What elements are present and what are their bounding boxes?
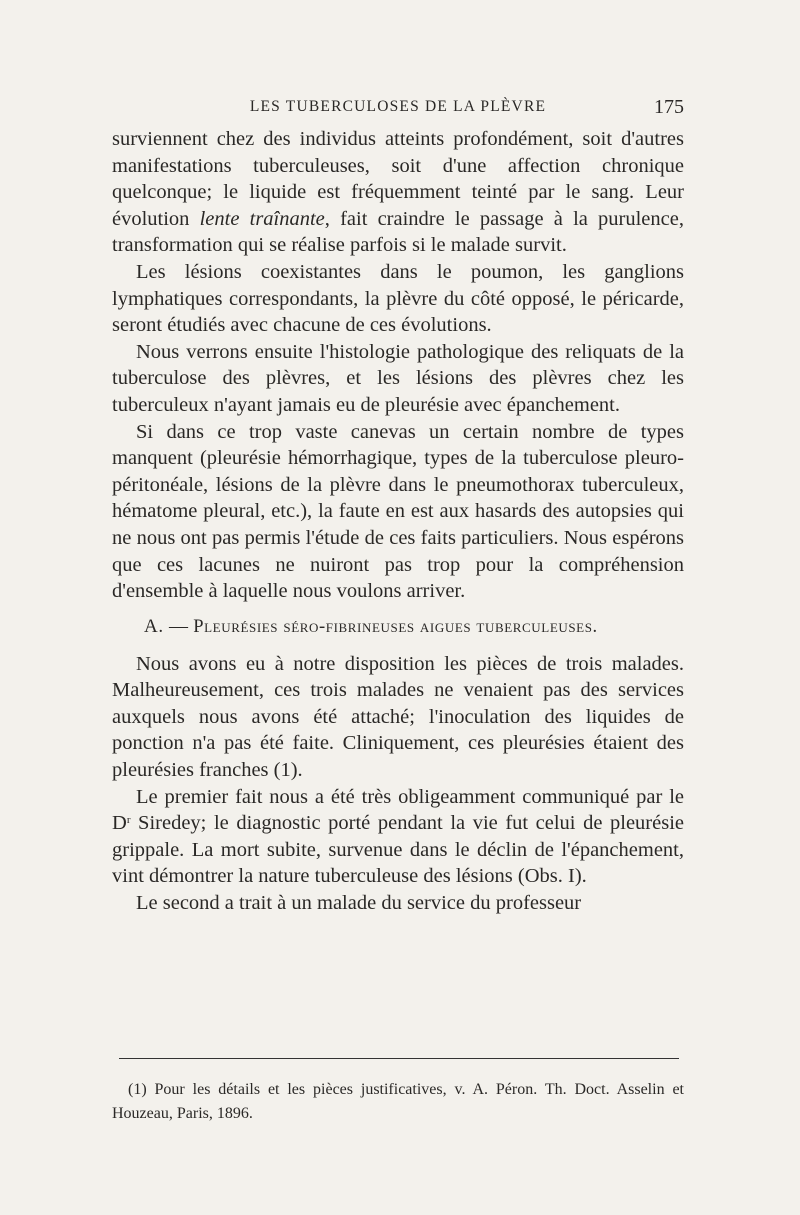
- paragraph-1-text: surviennent chez des individus atteints profondément, soit d'autres manifestations tuberculeuses, soit d'une affection chronique quelconque; le liquide est fréquemment teinté par le sang. Leur évolution: [112, 128, 684, 230]
- section-heading: [112, 616, 684, 639]
- paragraph-5: Nous avons eu à notre disposition les pièces de trois malades. Malheureusement, ces trois malades ne venaient pas des services auxquels nous avons été attaché; l'inoculation des liquides de ponction n'a pas été faite. Cliniquement, ces pleurésies étaient des pleurésies franches (1).: [112, 652, 684, 782]
- paragraph-6-end: Siredey; le diagnostic porté pendant la vie fut celui de pleurésie grippale. La mort subite, survenue dans le déclin de l'épanchement, vint démontrer la nature tuberculeuse des lésions (Obs. I).: [112, 812, 684, 888]
- footnote: (1) Pour les détails et les pièces justificatives, v. A. Péron. Th. Doct. Asselin et Houzeau, Paris, 1896.: [112, 1081, 684, 1122]
- section-title: Pleurésies séro-fibrineuses aigues tuberculeuses.: [193, 616, 598, 637]
- paragraph-6-superscript: r: [126, 814, 131, 827]
- footnote-rule: [119, 1058, 679, 1059]
- running-head: LES TUBERCULOSES DE LA PLÈVRE: [249, 98, 547, 115]
- paragraph-1-italic: lente traînante: [199, 207, 325, 230]
- page-number: 175: [654, 96, 684, 118]
- page-header: [112, 96, 684, 122]
- paragraph-3: Nous verrons ensuite l'histologie pathologique des reliquats de la tuberculose des plèvres, et les lésions des plèvres chez les tuberculeux n'ayant jamais eu de pleurésie avec épanchement.: [112, 340, 684, 416]
- paragraph-2: Les lésions coexistantes dans le poumon, les ganglions lymphatiques correspondants, la plèvre du côté opposé, le péricarde, seront étudiés avec chacune de ces évolutions.: [112, 260, 684, 337]
- paragraph-6: [112, 784, 684, 890]
- paragraph-1-end: , fait craindre le passage à la purulence, transformation qui se réalise parfois si le malade survit.: [112, 207, 684, 257]
- paragraph-1: [112, 126, 684, 259]
- paragraph-7: Le second a trait à un malade du service du professeur: [136, 892, 582, 915]
- paragraph-6-start: Le premier fait nous a été très obligeamment communiqué par le D: [112, 785, 684, 835]
- page-body: [112, 126, 684, 917]
- paragraph-4: Si dans ce trop vaste canevas un certain nombre de types manquent (pleurésie hémorrhagique, types de la tuberculose pleuro-péritonéale, lésions de la plèvre dans le pneumothorax tuberculeux, hématome pleural, etc.), la faute en est aux hasards des autopsies qui ne nous ont pas permis l'étude de ces faits particuliers. Nous espérons que ces lacunes ne nuiront pas trop pour la compréhension d'ensemble à laquelle nous voulons arriver.: [112, 420, 684, 603]
- section-letter: A. —: [144, 615, 189, 637]
